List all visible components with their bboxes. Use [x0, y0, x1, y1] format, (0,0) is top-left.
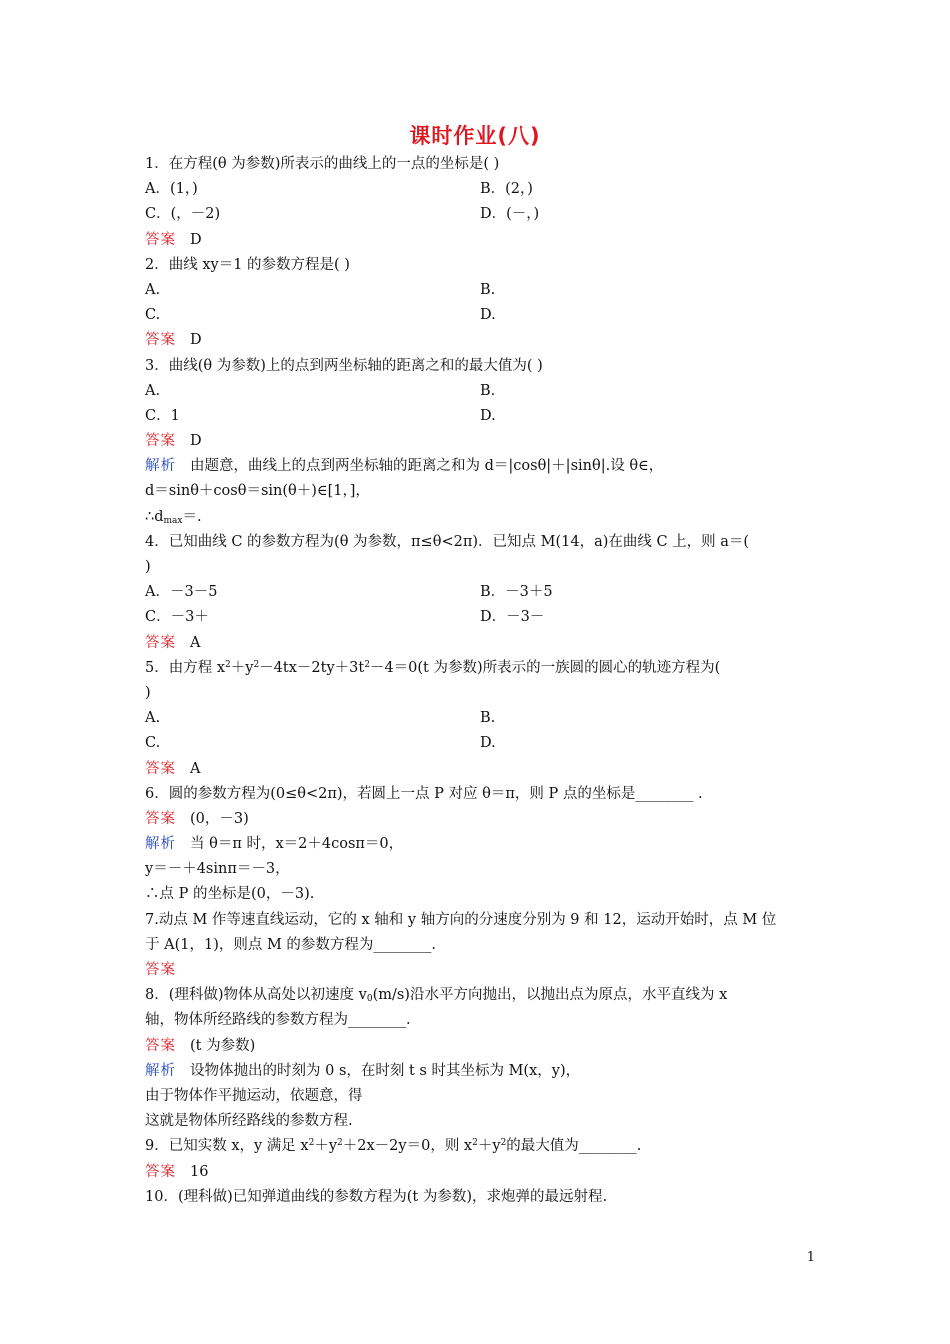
- answer-label: 答案: [145, 810, 176, 827]
- superscript: 2: [253, 659, 260, 670]
- answer-value: D: [190, 231, 202, 248]
- answer-value: (0，－3): [190, 810, 249, 827]
- stem-text: 的最大值为________.: [506, 1138, 642, 1155]
- question-7-stem: 7.动点 M 作等速直线运动，它的 x 轴和 y 轴方向的分速度分别为 9 和 12，运动开始时，点 M 位: [145, 911, 777, 928]
- question-3-analysis-line-3: [145, 505, 815, 530]
- question-5-stem: [145, 656, 815, 681]
- option-d: D.: [480, 407, 496, 424]
- analysis-text: 当 θ＝π 时，x＝2＋4cosπ＝0，: [190, 836, 404, 853]
- subscript: 0: [366, 994, 373, 1005]
- question-8-stem-line-2: 轴，物体所经路线的参数方程为________.: [145, 1012, 411, 1029]
- question-3-analysis: [145, 454, 815, 479]
- option-d: D.: [480, 307, 496, 324]
- answer-label: 答案: [145, 760, 176, 777]
- question-4-stem: 4．已知曲线 C 的参数方程为(θ 为参数，π≤θ<2π)．已知点 M(14，a)在曲线 C 上，则 a＝(: [145, 533, 750, 550]
- question-3-stem: 3．曲线(θ 为参数)上的点到两坐标轴的距离之和的最大值为( ): [145, 357, 543, 374]
- page-title: 课时作业(八): [409, 124, 541, 148]
- stem-text: ＋y: [230, 659, 254, 676]
- question-9-answer: [145, 1160, 815, 1185]
- stem-text: －4tx－2ty＋3t: [259, 659, 365, 676]
- option-d: D．－3－: [480, 609, 545, 626]
- stem-text: ＋y: [477, 1138, 501, 1155]
- question-1-answer: [145, 228, 815, 253]
- page-number: 1: [806, 1250, 815, 1265]
- option-b: B.: [480, 710, 496, 727]
- question-6-analysis-line-2: y＝－＋4sinπ＝－3，: [145, 861, 290, 878]
- superscript: 2: [472, 1138, 478, 1149]
- question-10-stem: 10．(理科做)已知弹道曲线的参数方程为(t 为参数)，求炮弹的最远射程.: [145, 1188, 608, 1205]
- question-1-stem: 1．在方程(θ 为参数)所表示的曲线上的一点的坐标是( ): [145, 156, 500, 172]
- question-2-options-row-1: [145, 278, 815, 303]
- question-5-options-row-2: [145, 731, 815, 756]
- question-list: [145, 152, 815, 1210]
- analysis-label: 解析: [145, 1062, 176, 1079]
- answer-value: 16: [190, 1163, 209, 1180]
- question-7-stem-line-2: 于 A(1，1)，则点 M 的参数方程为________.: [145, 936, 437, 953]
- stem-text: ＋y: [314, 1138, 338, 1155]
- answer-value: (t 为参数): [190, 1037, 256, 1054]
- question-2-answer: [145, 328, 815, 353]
- analysis-label: 解析: [145, 836, 176, 853]
- answer-label: 答案: [145, 634, 176, 651]
- stem-text: 5．由方程 x: [145, 659, 226, 676]
- superscript: 2: [225, 659, 231, 670]
- question-8-analysis-line-3: 这就是物体所经路线的参数方程.: [145, 1113, 353, 1130]
- stem-text: －4＝0(t 为参数)所表示的一族圆的圆心的轨迹方程为(: [369, 659, 721, 676]
- question-4-options-row-1: [145, 580, 815, 605]
- option-c: C．1: [145, 407, 180, 424]
- answer-value: A: [190, 760, 201, 777]
- question-5-answer: [145, 757, 815, 782]
- stem-text: 9．已知实数 x，y 满足 x: [145, 1138, 309, 1155]
- option-b: B．－3＋5: [480, 584, 553, 601]
- question-5-options-row-1: [145, 706, 815, 731]
- question-3-options-row-2: [145, 404, 815, 429]
- superscript: 2: [308, 1138, 315, 1149]
- option-a: A.: [145, 710, 161, 727]
- question-3-analysis-line-2: d＝sinθ＋cosθ＝sin(θ＋)∈[1，]，: [145, 483, 370, 500]
- question-5-stem-line-2: ): [145, 684, 151, 701]
- answer-value: D: [190, 433, 202, 450]
- option-b: B．(2，): [480, 181, 533, 198]
- option-b: B.: [480, 382, 496, 399]
- question-7-answer: [145, 958, 815, 983]
- superscript: 2: [500, 1138, 507, 1149]
- question-8-stem: [145, 983, 815, 1008]
- option-a: A．(1，): [145, 181, 198, 198]
- question-4-stem-line-2: ): [145, 559, 151, 575]
- option-b: B.: [480, 281, 496, 298]
- question-9-stem: [145, 1134, 815, 1159]
- question-2-stem: 2．曲线 xy＝1 的参数方程是( ): [145, 256, 350, 273]
- question-6-answer: [145, 807, 815, 832]
- stem-text: ＋2x－2y＝0，则 x: [342, 1138, 473, 1155]
- option-d: D.: [480, 735, 496, 752]
- stem-text: (m/s)沿水平方向抛出，以抛出点为原点，水平直线为 x: [372, 987, 728, 1004]
- analysis-text: ∴d: [145, 508, 164, 525]
- option-c: C．－3＋: [145, 609, 209, 626]
- analysis-text: ＝.: [182, 508, 202, 525]
- superscript: 2: [364, 659, 370, 670]
- analysis-label: 解析: [145, 458, 176, 475]
- analysis-text: 由题意，曲线上的点到两坐标轴的距离之和为 d＝|cosθ|＋|sinθ|.设 θ∈，: [190, 458, 664, 475]
- answer-value: D: [190, 332, 202, 349]
- answer-label: 答案: [145, 231, 176, 248]
- question-8-answer: [145, 1034, 815, 1059]
- option-c: C．(，－2): [145, 206, 221, 223]
- option-a: A.: [145, 281, 161, 298]
- answer-label: 答案: [145, 1163, 176, 1180]
- option-c: C.: [145, 307, 161, 324]
- option-c: C.: [145, 735, 161, 752]
- option-a: A.: [145, 382, 161, 399]
- answer-label: 答案: [145, 433, 176, 450]
- answer-value: A: [190, 634, 201, 651]
- question-8-analysis: [145, 1059, 815, 1084]
- stem-text: 8．(理科做)物体从高处以初速度 v: [145, 987, 367, 1004]
- superscript: 2: [337, 1138, 343, 1149]
- option-d: D．(－，): [480, 206, 540, 223]
- answer-label: 答案: [145, 962, 176, 978]
- question-1-options-row-1: [145, 177, 815, 202]
- answer-label: 答案: [145, 332, 176, 349]
- question-4-answer: [145, 631, 815, 656]
- question-8-analysis-line-2: 由于物体作平抛运动，依题意，得: [145, 1087, 363, 1104]
- option-a: A．－3－5: [145, 584, 218, 601]
- answer-label: 答案: [145, 1037, 176, 1054]
- question-6-analysis: [145, 832, 815, 857]
- question-3-answer: [145, 429, 815, 454]
- analysis-text: 设物体抛出的时刻为 0 s，在时刻 t s 时其坐标为 M(x，y)，: [190, 1062, 581, 1079]
- question-6-stem: 6．圆的参数方程为(0≤θ<2π)，若圆上一点 P 对应 θ＝π，则 P 点的坐标是________ .: [145, 785, 703, 802]
- question-3-options-row-1: [145, 379, 815, 404]
- question-1-options-row-2: [145, 202, 815, 227]
- subscript: max: [163, 515, 183, 526]
- question-6-analysis-line-3: ∴点 P 的坐标是(0，－3).: [145, 886, 315, 903]
- question-2-options-row-2: [145, 303, 815, 328]
- question-4-options-row-2: [145, 605, 815, 630]
